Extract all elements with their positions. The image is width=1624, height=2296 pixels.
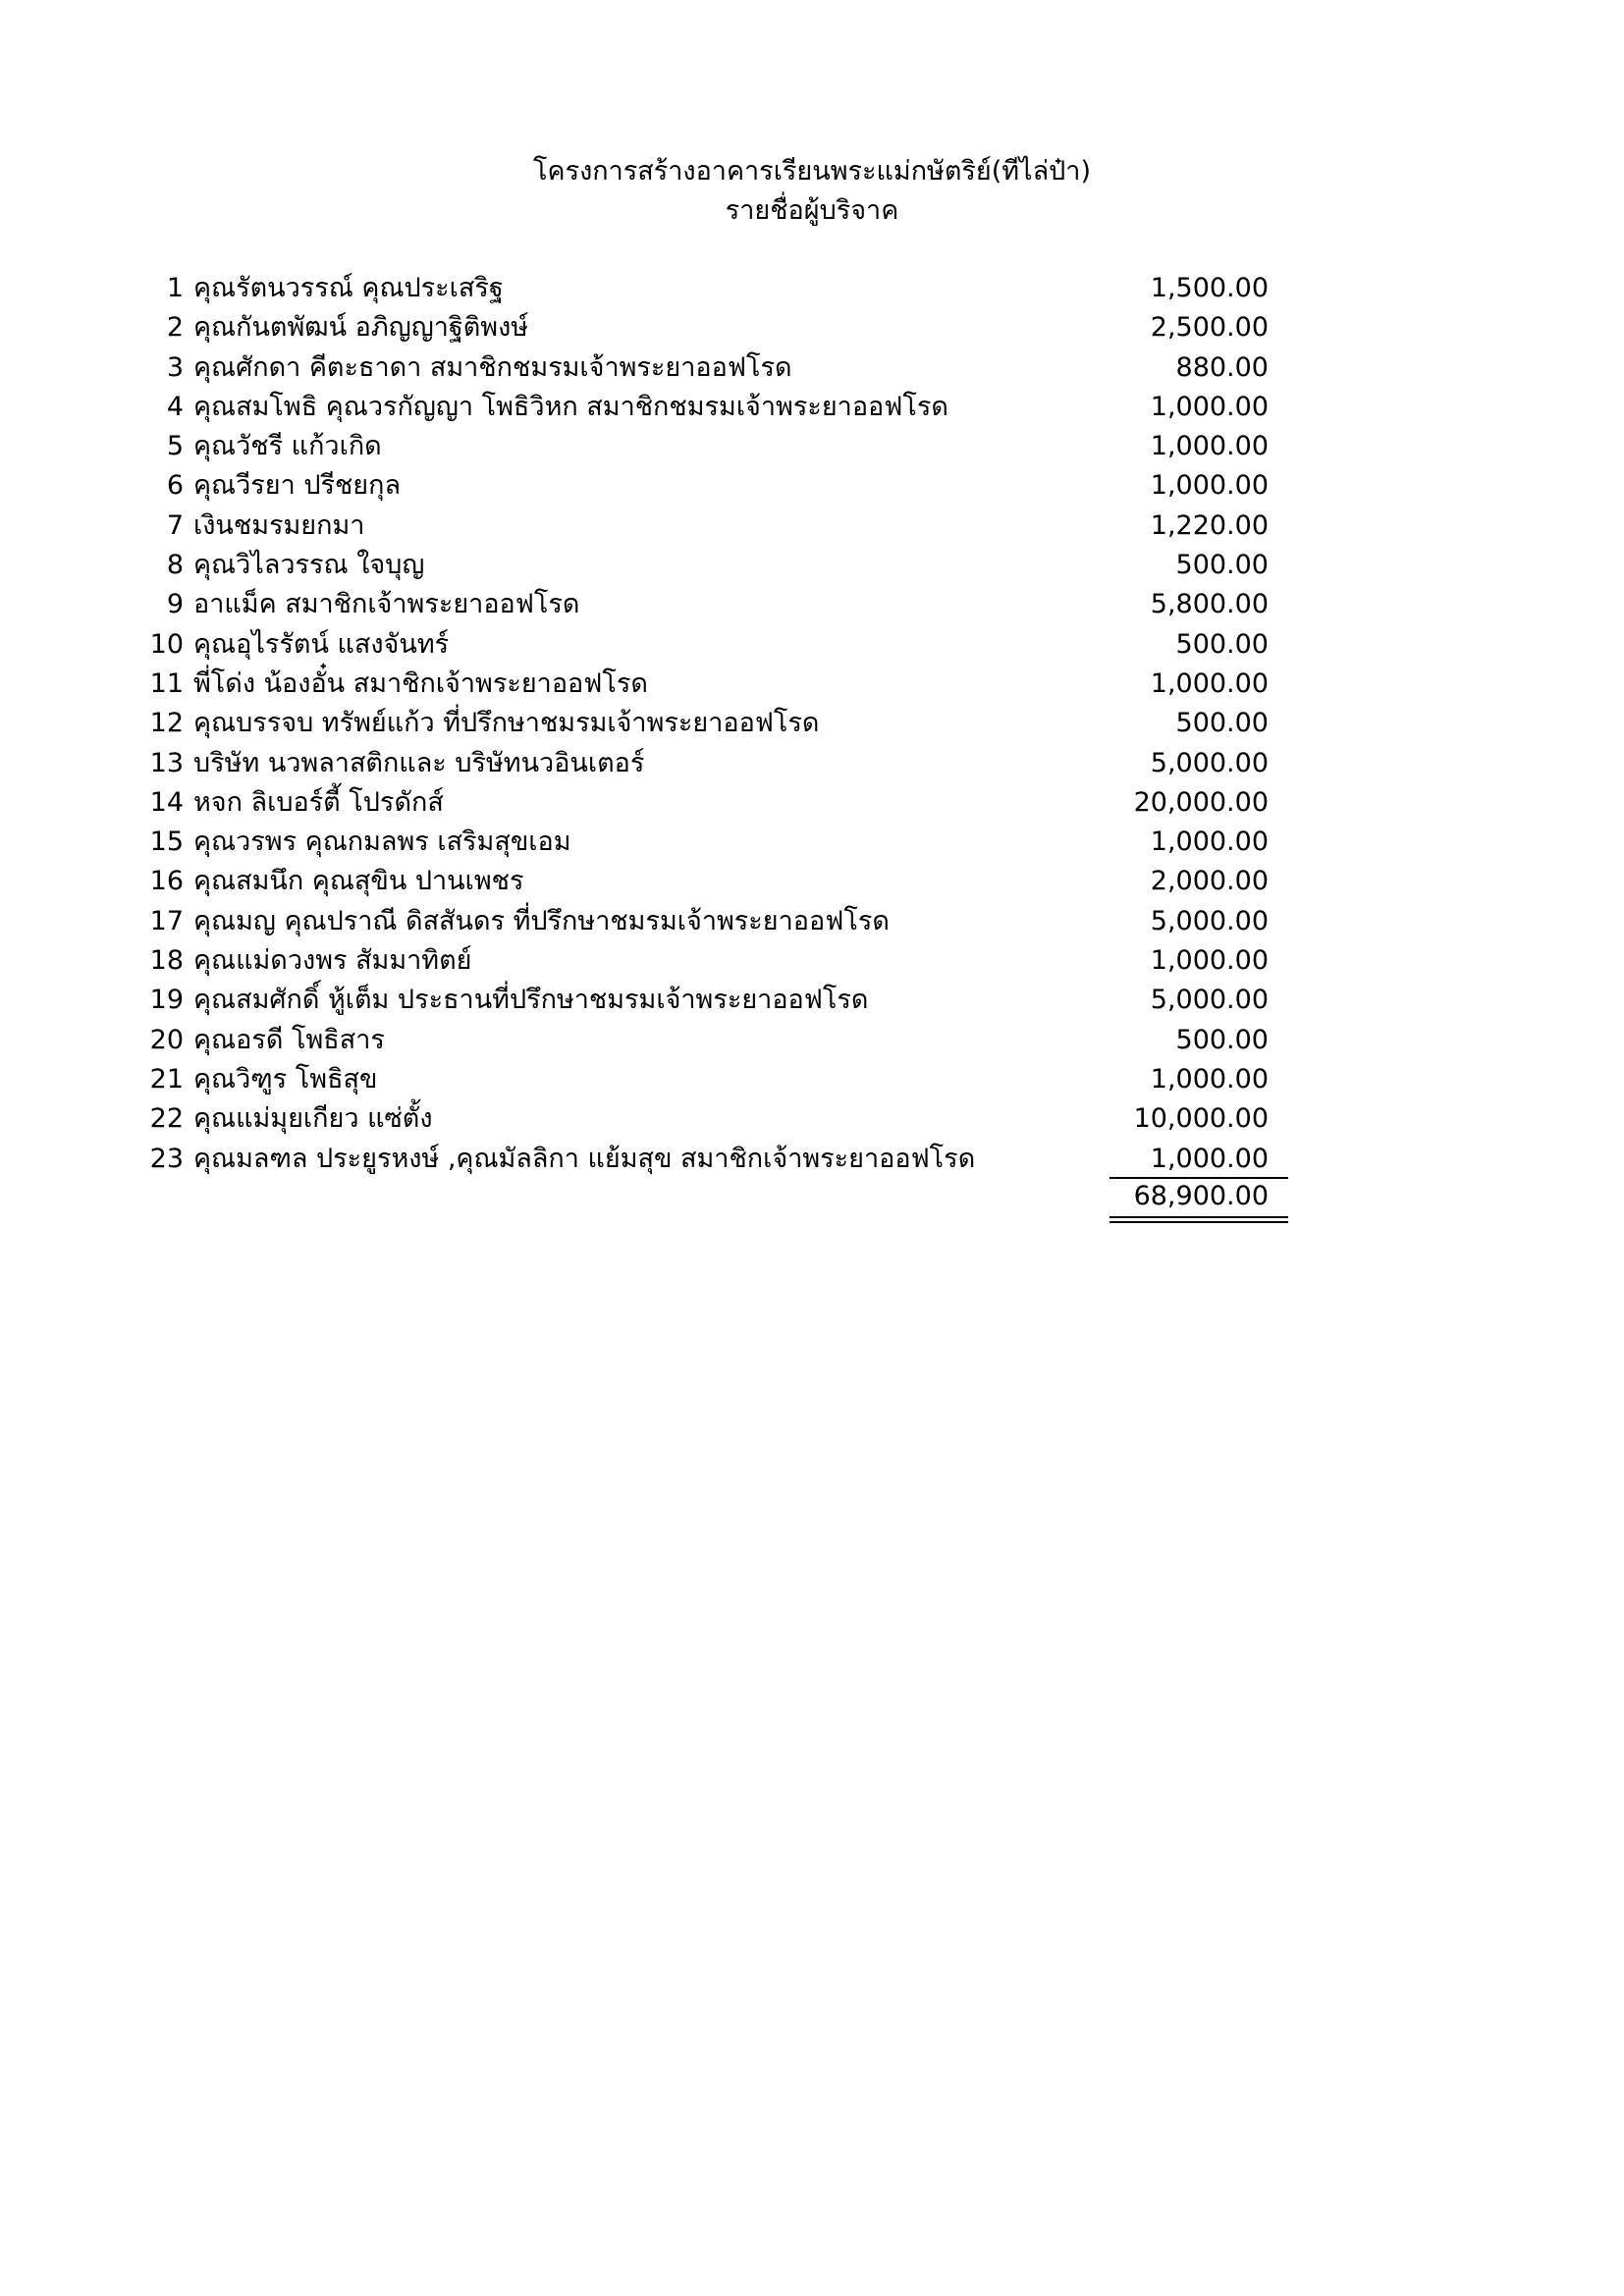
donor-name: คุณวิฑูร โพธิสุข bbox=[193, 1063, 378, 1095]
donor-name: คุณแม่ดวงพร สัมมาทิตย์ bbox=[193, 945, 472, 977]
donor-name: พี่โด่ง น้องอั๋น สมาชิกเจ้าพระยาออฟโรด bbox=[193, 667, 648, 699]
donor-name: บริษัท นวพลาสติกและ บริษัทนวอินเตอร์ bbox=[193, 747, 645, 778]
donor-number: 9 bbox=[166, 589, 184, 620]
donor-name: คุณบรรจบ ทรัพย์แก้ว ที่ปรึกษาชมรมเจ้าพระยาออฟโรด bbox=[193, 708, 820, 739]
donor-name: เงินชมรมยกมา bbox=[193, 509, 365, 541]
donor-row bbox=[0, 905, 1624, 944]
donor-amount: 10,000.00 bbox=[1133, 1103, 1269, 1135]
donor-name: คุณมลฑล ประยูรหงษ์ ,คุณมัลลิกา แย้มสุข สมาชิกเจ้าพระยาออฟโรด bbox=[193, 1143, 976, 1174]
total-rule-single bbox=[1110, 1177, 1288, 1179]
donor-amount: 2,000.00 bbox=[1150, 866, 1269, 897]
donor-amount: 500.00 bbox=[1175, 628, 1269, 660]
donor-amount: 2,500.00 bbox=[1150, 312, 1269, 344]
total-amount: 68,900.00 bbox=[1133, 1181, 1269, 1211]
donor-name: คุณวัชรี แก้วเกิด bbox=[193, 431, 382, 462]
donor-row bbox=[0, 509, 1624, 549]
donor-amount: 20,000.00 bbox=[1133, 786, 1269, 818]
donor-name: คุณอรดี โพธิสาร bbox=[193, 1024, 385, 1055]
donor-name: คุณกันตพัฒน์ อภิญญาฐิติพงษ์ bbox=[193, 312, 529, 344]
donor-name: คุณแม่มุยเกียว แซ่ตั้ง bbox=[193, 1103, 433, 1135]
donor-name: คุณรัตนวรรณ์ คุณประเสริฐ bbox=[193, 273, 504, 303]
donor-name: คุณมญ คุณปราณี ดิสสันดร ที่ปรึกษาชมรมเจ้าพระยาออฟโรด bbox=[193, 905, 890, 936]
donor-name: คุณสมโพธิ คุณวรกัญญา โพธิวิหก สมาชิกชมรมเจ้าพระยาออฟโรด bbox=[193, 391, 948, 422]
donor-row bbox=[0, 272, 1624, 311]
document-title: โครงการสร้างอาคารเรียนพระแม่กษัตริย์(ทีไล่ป๋า) bbox=[533, 156, 1091, 187]
donor-row bbox=[0, 1143, 1624, 1182]
total-rule-double bbox=[1110, 1216, 1288, 1223]
donor-row bbox=[0, 430, 1624, 469]
donor-number: 22 bbox=[149, 1103, 184, 1135]
donor-row bbox=[0, 549, 1624, 588]
donor-amount: 5,800.00 bbox=[1150, 589, 1269, 620]
donor-amount: 1,000.00 bbox=[1150, 945, 1269, 977]
donor-name: อาแม็ค สมาชิกเจ้าพระยาออฟโรด bbox=[193, 589, 580, 620]
document-subtitle: รายชื่อผู้บริจาค bbox=[725, 195, 899, 226]
donor-list bbox=[0, 272, 1624, 1182]
donor-amount: 500.00 bbox=[1175, 550, 1269, 581]
donor-row bbox=[0, 1063, 1624, 1102]
donor-amount: 1,000.00 bbox=[1150, 1143, 1269, 1174]
donor-number: 19 bbox=[149, 985, 184, 1016]
donor-name: คุณสมนึก คุณสุขิน ปานเพชร bbox=[193, 866, 524, 897]
donor-name: คุณอุไรรัตน์ แสงจันทร์ bbox=[193, 628, 450, 660]
donor-row bbox=[0, 984, 1624, 1023]
donor-number: 12 bbox=[149, 708, 184, 739]
donor-number: 15 bbox=[149, 827, 184, 858]
donor-name: คุณสมศักดิ์ หู้เต็ม ประธานที่ปรึกษาชมรมเจ้าพระยาออฟโรด bbox=[193, 985, 869, 1016]
donor-amount: 1,000.00 bbox=[1150, 827, 1269, 858]
donor-row bbox=[0, 786, 1624, 826]
donor-row bbox=[0, 747, 1624, 786]
donor-name: คุณศักดา คีตะธาดา สมาชิกชมรมเจ้าพระยาออฟโรด bbox=[193, 351, 792, 383]
donor-row bbox=[0, 1024, 1624, 1063]
donor-row bbox=[0, 826, 1624, 865]
donor-number: 2 bbox=[166, 312, 184, 344]
donor-number: 3 bbox=[166, 351, 184, 383]
donor-number: 10 bbox=[149, 628, 184, 660]
donor-number: 11 bbox=[149, 667, 184, 699]
donor-number: 16 bbox=[149, 866, 184, 897]
donor-number: 18 bbox=[149, 945, 184, 977]
donor-row bbox=[0, 469, 1624, 508]
donor-row bbox=[0, 628, 1624, 667]
donor-amount: 1,000.00 bbox=[1150, 391, 1269, 422]
donor-name: คุณวิไลวรรณ ใจบุญ bbox=[193, 550, 425, 581]
donor-amount: 5,000.00 bbox=[1150, 985, 1269, 1016]
donor-number: 6 bbox=[166, 470, 184, 502]
donor-number: 14 bbox=[149, 786, 184, 818]
donor-name: คุณวีรยา ปรีชยกุล bbox=[193, 470, 402, 502]
donor-amount: 500.00 bbox=[1175, 708, 1269, 739]
donor-amount: 880.00 bbox=[1175, 351, 1269, 383]
donor-amount: 1,000.00 bbox=[1150, 431, 1269, 462]
donor-amount: 500.00 bbox=[1175, 1024, 1269, 1055]
donor-name: หจก ลิเบอร์ตี้ โปรดักส์ bbox=[193, 786, 444, 818]
donor-row bbox=[0, 944, 1624, 984]
donor-amount: 5,000.00 bbox=[1150, 747, 1269, 778]
donor-number: 8 bbox=[166, 550, 184, 581]
donor-row bbox=[0, 391, 1624, 430]
donor-amount: 1,220.00 bbox=[1150, 509, 1269, 541]
donor-number: 13 bbox=[149, 747, 184, 778]
donor-row bbox=[0, 351, 1624, 391]
donor-number: 20 bbox=[149, 1024, 184, 1055]
donor-amount: 1,000.00 bbox=[1150, 667, 1269, 699]
donor-amount: 1,500.00 bbox=[1150, 273, 1269, 303]
donor-amount: 1,000.00 bbox=[1150, 1063, 1269, 1095]
donor-row bbox=[0, 588, 1624, 627]
donor-number: 7 bbox=[166, 509, 184, 541]
donor-row bbox=[0, 865, 1624, 904]
donor-row bbox=[0, 667, 1624, 707]
donor-amount: 1,000.00 bbox=[1150, 470, 1269, 502]
donor-name: คุณวรพร คุณกมลพร เสริมสุขเอม bbox=[193, 827, 571, 858]
donor-number: 23 bbox=[149, 1143, 184, 1174]
donor-number: 21 bbox=[149, 1063, 184, 1095]
donor-row bbox=[0, 1102, 1624, 1142]
donor-amount: 5,000.00 bbox=[1150, 905, 1269, 936]
donor-number: 4 bbox=[166, 391, 184, 422]
donor-number: 5 bbox=[166, 431, 184, 462]
donor-row bbox=[0, 311, 1624, 350]
donor-number: 1 bbox=[166, 273, 184, 303]
donor-row bbox=[0, 707, 1624, 746]
donor-number: 17 bbox=[149, 905, 184, 936]
